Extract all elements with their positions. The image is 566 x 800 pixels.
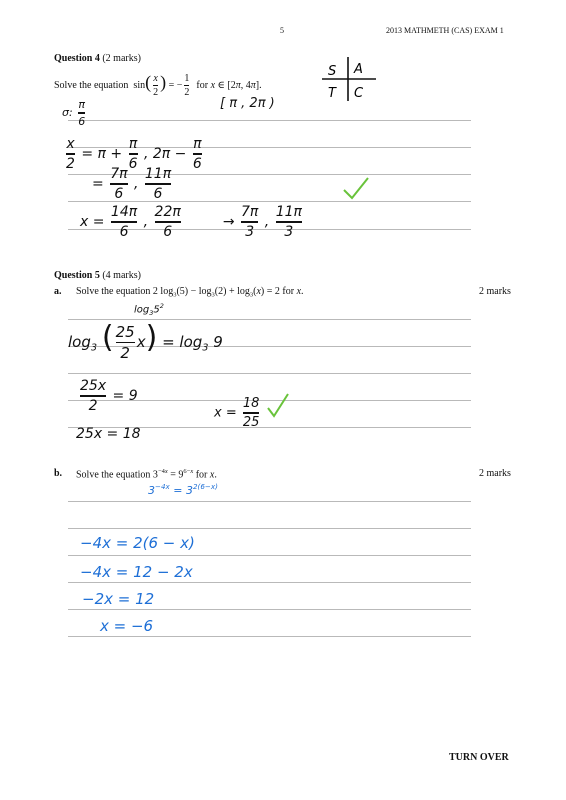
astc-diagram-sketch: [318, 55, 378, 103]
check-mark-icon: [342, 176, 370, 202]
question-5-heading: [54, 270, 141, 281]
answer-line: [68, 582, 471, 583]
answer-line: [68, 528, 471, 529]
svg-text:A: A: [354, 62, 363, 77]
handwriting-line: $\log_3$ ( 25 $2x) = \log_3 9$: [68, 320, 223, 363]
answer-line: [68, 501, 471, 502]
part-b-prompt: Solve the equation $3^{-4x} = 9^{6-x}$ for x.: [76, 468, 217, 481]
svg-text:S: S: [328, 64, 337, 79]
question-5-marks: (4 marks): [102, 270, 141, 281]
handwriting-line: −4x = 12 − 2x: [80, 563, 193, 581]
handwriting-line: x = 14π 6 , 22π 6 → 7π 3 , 11π 3: [80, 204, 302, 240]
handwriting-line: $3^{-4x} = 3^{2(6-x)}$: [148, 482, 218, 497]
handwriting-line: −2x = 12: [82, 590, 155, 608]
part-a-prompt: Solve the equation 2 $\log_3(5) - \log_3(2) + \log_3(x) = 2$ for x.: [76, 286, 304, 299]
handwriting-line: −4x = 2(6 − x): [80, 534, 195, 552]
handwriting-line: x = −6: [100, 617, 154, 635]
handwriting-line: = 7π 6 , 11π 6: [92, 166, 172, 202]
question-4-marks: (2 marks): [102, 53, 141, 64]
answer-line: [68, 555, 471, 556]
answer-line: [68, 609, 471, 610]
handwriting-line: [ π , 2π ): [220, 96, 275, 111]
page-number: 5: [280, 26, 284, 35]
handwriting-line: 25x 2 = 9: [80, 378, 138, 414]
part-b-marks: 2 marks: [479, 468, 511, 479]
svg-text:C: C: [354, 86, 364, 101]
question-4-heading: [54, 53, 141, 64]
answer-line: [68, 373, 471, 374]
answer-line: [68, 120, 471, 121]
handwriting-line: $\log_35^2$: [134, 302, 164, 317]
handwriting-line: 25x = 18: [76, 426, 141, 442]
handwriting-line: x = 18 25: [214, 396, 260, 430]
exam-title: 2013 MATHMETH (CAS) EXAM 1: [386, 26, 504, 35]
question-4-title: Question 4: [54, 53, 100, 64]
handwriting-line: σ: π 6: [62, 98, 86, 128]
question-5-title: Question 5: [54, 270, 100, 281]
part-b-label: b.: [54, 468, 63, 479]
svg-text:T: T: [328, 86, 336, 101]
answer-line: [68, 636, 471, 637]
part-a-marks: 2 marks: [479, 286, 511, 297]
turn-over-label: TURN OVER: [449, 752, 509, 763]
check-mark-icon: [266, 392, 290, 420]
question-4-prompt: Solve the equation sin( x 2) = −1 2 for x ∈ [2π, 4π].: [54, 72, 262, 99]
part-a-label: a.: [54, 286, 62, 297]
handwriting-line: x 2 = π + π 6 , 2π − π 6: [66, 136, 202, 172]
